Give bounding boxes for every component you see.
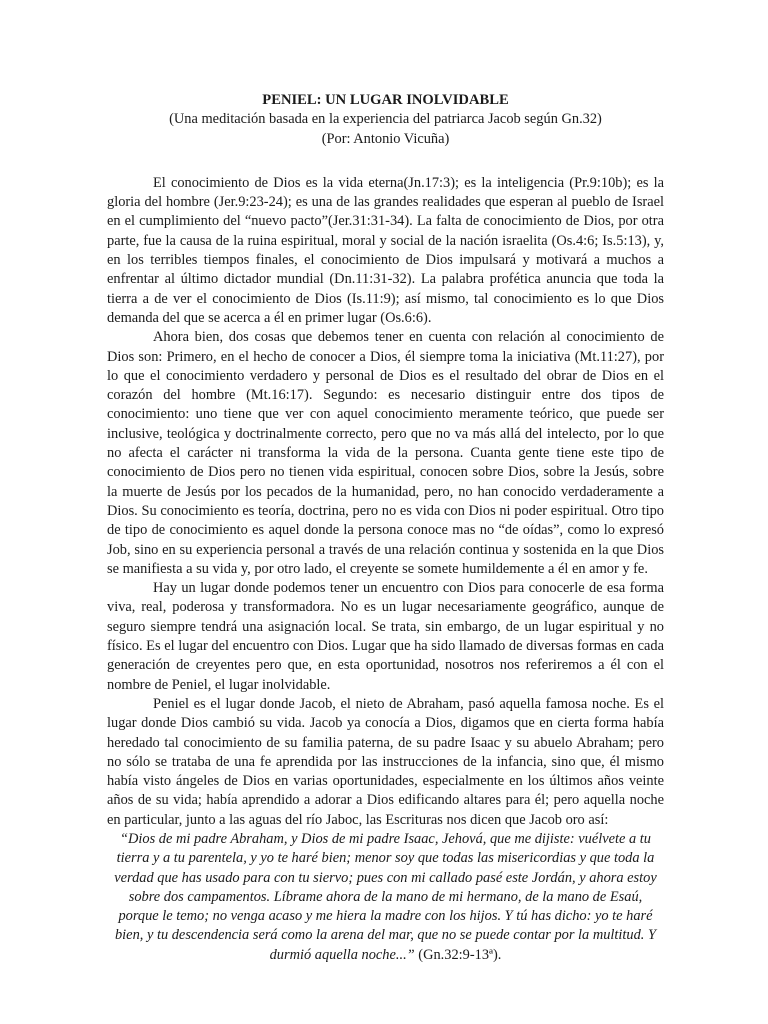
paragraph-2: Ahora bien, dos cosas que debemos tener en cuenta con relación al conocimiento de Dios son: Primero, en el hecho de conocer a Dios, él siempre toma la iniciativa (Mt.11:27), por lo que el conocimiento verdadero y personal de Dios es el resultado del obrar de Dios en el corazón del hombre (Mt.16:17). Segundo: es necesario distinguir entre dos tipos de conocimiento: uno tiene que ver con aquel conocimiento meramente teórico, que puede ser inclusive, teológica y doctrinalmente correcto, pero que no va más allá del intelecto, por lo que no afecta el carácter ni transforma la vida de la persona. Cuanta gente tiene este tipo de conocimiento de Dios pero no tienen vida espiritual, conocen sobre Dios, sobre la Jesús, sobre la muerte de Jesús por los pecados de la humanidad, pero, no han conocido verdaderamente a Dios. Su conocimiento es teoría, doctrina, pero no es vida con Dios ni poder espiritual. Otro tipo de tipo de conocimiento es aquel donde la persona conoce mas no “de oídas”, como lo expresó Job, sino en su experiencia personal a través de una relación continua y sostenida en la que Dios se manifiesta a su vida y, por otro lado, el creyente se somete humildemente a él en amor y fe.	[107, 329, 664, 577]
document-author: (Por: Antonio Vicuña)	[321, 130, 450, 147]
paragraph-3: Hay un lugar donde podemos tener un encuentro con Dios para conocerle de esa forma viva, real, poderosa y transformadora. No es un lugar necesariamente geográfico, aunque de seguro siempre tendrá una asignación local. Se trata, sin embargo, de un lugar espiritual y no físico. Es el lugar del encuentro con Dios. Lugar que ha sido llamado de diversas formas en cada generación de creyentes pero que, en esta oportunidad, nosotros nos referiremos a él con el nombre de Peniel, el lugar inolvidable.	[107, 580, 664, 693]
document-header	[107, 91, 664, 149]
document-body	[107, 174, 664, 965]
header-spacer	[107, 149, 664, 174]
document-title: PENIEL: UN LUGAR INOLVIDABLE	[262, 92, 509, 108]
document-subtitle: (Una meditación basada en la experiencia del patriarca Jacob según Gn.32)	[169, 111, 602, 128]
scripture-quote	[107, 830, 664, 965]
paragraph-4: Peniel es el lugar donde Jacob, el nieto de Abraham, pasó aquella famosa noche. Es el lugar donde Dios cambió su vida. Jacob ya conocía a Dios, digamos que en cierta forma había heredado tal conocimiento de su familia paterna, de su padre Isaac y su abuelo Abraham; pero no sólo se trataba de una fe aprendida por las instrucciones de la infancia, sino que, él mismo había visto ángeles de Dios en varias oportunidades, especialmente en los últimos años veinte años de su vida; había aprendido a adorar a Dios edificando altares para él; pero aquella noche en particular, junto a las aguas del río Jaboc, las Escrituras nos dicen que Jacob oro así:	[107, 695, 664, 828]
paragraph-1: El conocimiento de Dios es la vida eterna(Jn.17:3); es la inteligencia (Pr.9:10b); es la gloria del hombre (Jer.9:23-24); es una de las grandes realidades que esperan al pueblo de Israel en el cumplimiento del “nuevo pacto”(Jer.31:31-34). La falta de conocimiento de Dios, por otra parte, fue la causa de la ruina espiritual, moral y social de la nación israelita (Os.4:6; Is.5:13), y, en los terribles tiempos finales, el conocimiento de Dios impulsará y motivará a muchos a enfrentar al último dictador mundial (Dn.11:31-32). La palabra profética anuncia que toda la tierra a de ver el conocimiento de Dios (Is.11:9); así mismo, tal conocimiento es lo que Dios demanda del que se acerca a él en primer lugar (Os.6:6).	[107, 174, 664, 326]
quote-reference: (Gn.32:9-13ª).	[414, 946, 502, 963]
quote-text: “Dios de mi padre Abraham, y Dios de mi padre Isaac, Jehová, que me dijiste: vuélvete a tu tierra y a tu parentela, y yo te haré bien; menor soy que todas las misericordias y que toda la verdad que has usado para con tu siervo; pues con mi callado pasé este Jordán, y ahora estoy sobre dos campamentos. Líbrame ahora de la mano de mi hermano, de la mano de Esaú, porque le temo; no venga acaso y me hiera la madre con los hijos. Y tú has dicho: yo te haré bien, y tu descendencia será como la arena del mar, que no se puede contar por la multitud. Y durmió aquella noche...”	[114, 830, 657, 963]
